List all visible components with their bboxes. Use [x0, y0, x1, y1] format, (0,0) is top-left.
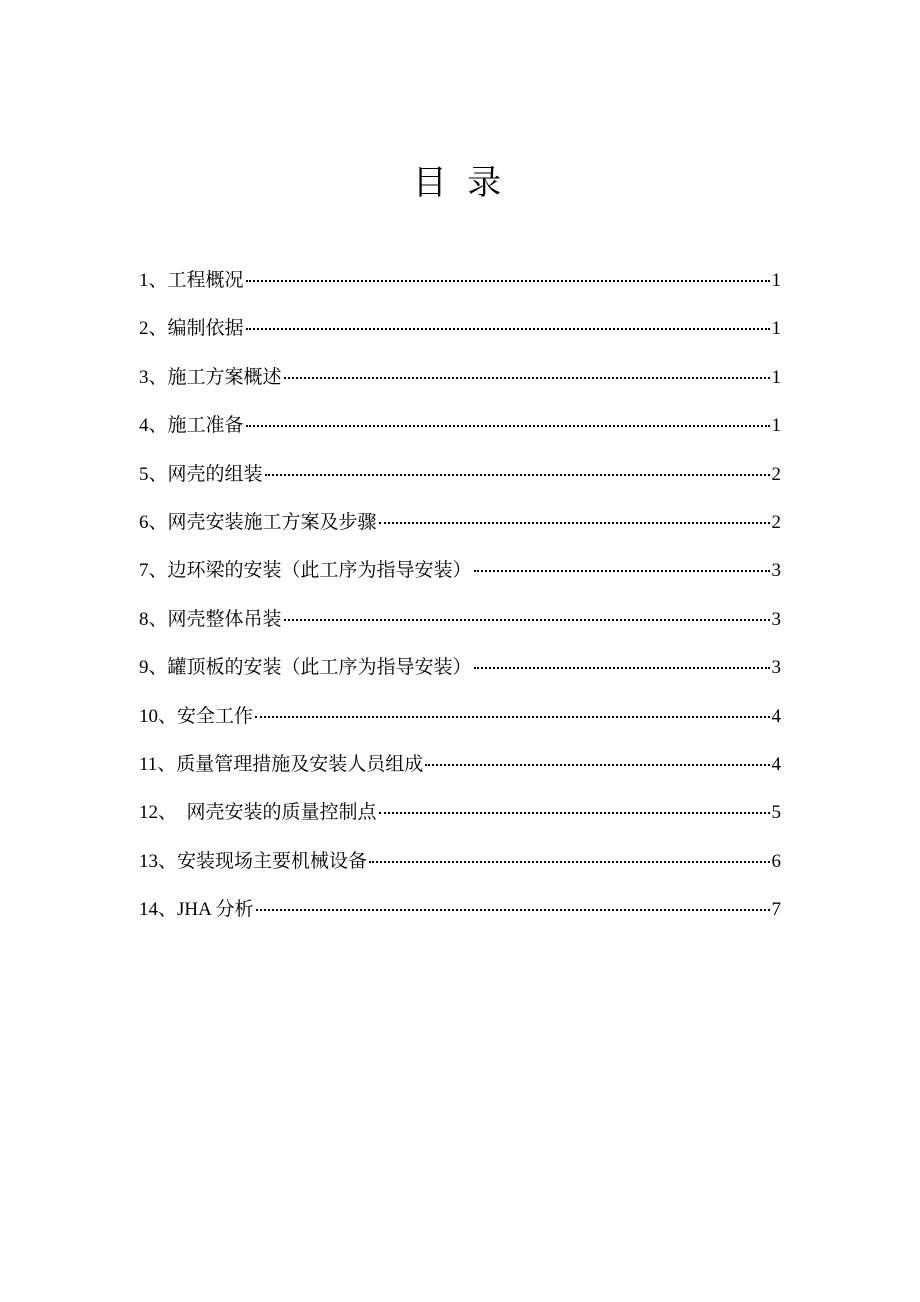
- toc-entry[interactable]: [139, 312, 781, 360]
- toc-dot-leader: [246, 279, 770, 282]
- toc-entry-label: 10、安全工作: [139, 705, 254, 727]
- toc-entry-label: 8、网壳整体吊装: [139, 608, 282, 630]
- toc-entry[interactable]: [139, 409, 781, 457]
- toc-entry-label: 12、 网壳安装的质量控制点: [139, 802, 377, 824]
- toc-entry-label: 6、网壳安装施工方案及步骤: [139, 511, 377, 533]
- toc-entry[interactable]: [139, 603, 781, 651]
- toc-entry[interactable]: [139, 554, 781, 602]
- toc-entry-page: 4: [771, 753, 781, 775]
- toc-entry-page: 3: [771, 560, 781, 582]
- toc-dot-leader: [255, 715, 769, 718]
- toc-entry-page: 6: [771, 850, 781, 872]
- toc-entry-page: 1: [771, 318, 781, 340]
- toc-dot-leader: [246, 327, 770, 330]
- toc-entry[interactable]: [139, 651, 781, 699]
- toc-entry[interactable]: [139, 845, 781, 893]
- toc-dot-leader: [425, 763, 769, 766]
- toc-entry-label: 2、编制依据: [139, 318, 244, 340]
- toc-entry-label: 11、质量管理措施及安装人员组成: [139, 753, 424, 775]
- toc-dot-leader: [474, 666, 770, 669]
- toc-entry-page: 1: [771, 270, 781, 291]
- toc-dot-leader: [369, 860, 769, 863]
- toc-dot-leader: [284, 376, 770, 379]
- toc-entry-label: 5、网壳的组装: [139, 463, 263, 485]
- toc-dot-leader: [284, 618, 770, 621]
- toc-entry-page: 2: [771, 511, 781, 533]
- toc-entry-label: 9、罐顶板的安装（此工序为指导安装）: [139, 657, 472, 679]
- toc-entry-page: 7: [771, 899, 781, 921]
- toc-title: 目 录: [412, 165, 508, 202]
- toc-dot-leader: [246, 424, 770, 427]
- toc-dot-leader: [379, 521, 770, 524]
- toc-entry-page: 3: [771, 608, 781, 630]
- toc-entry[interactable]: [139, 796, 781, 844]
- toc-entry[interactable]: [139, 361, 781, 409]
- toc-entry-page: 2: [771, 463, 781, 485]
- toc-entry-label: 7、边环梁的安装（此工序为指导安装）: [139, 560, 472, 582]
- toc-entry-label: 13、安装现场主要机械设备: [139, 850, 368, 872]
- toc-entry-label: 4、施工准备: [139, 415, 244, 437]
- toc-entry-page: 1: [771, 366, 781, 388]
- toc-entry-page: 1: [771, 415, 781, 437]
- toc-dot-leader: [379, 811, 770, 814]
- toc-entry-page: 4: [771, 705, 781, 727]
- toc-dot-leader: [256, 908, 770, 911]
- toc-entry[interactable]: [139, 700, 781, 748]
- toc-entry[interactable]: [139, 506, 781, 554]
- toc-entry-page: 5: [771, 802, 781, 824]
- toc-entry[interactable]: [139, 748, 781, 796]
- toc-entry[interactable]: [139, 264, 781, 312]
- toc-entry-label: 3、施工方案概述: [139, 366, 282, 388]
- toc-dot-leader: [474, 569, 770, 572]
- toc-dot-leader: [265, 473, 770, 476]
- toc-entry-label: 14、JHA 分析: [139, 899, 254, 921]
- toc-entry-page: 3: [771, 657, 781, 679]
- toc-entry[interactable]: [139, 893, 781, 941]
- toc-list: [139, 264, 781, 941]
- toc-entry[interactable]: [139, 458, 781, 506]
- toc-entry-label: 1、工程概况: [139, 270, 244, 291]
